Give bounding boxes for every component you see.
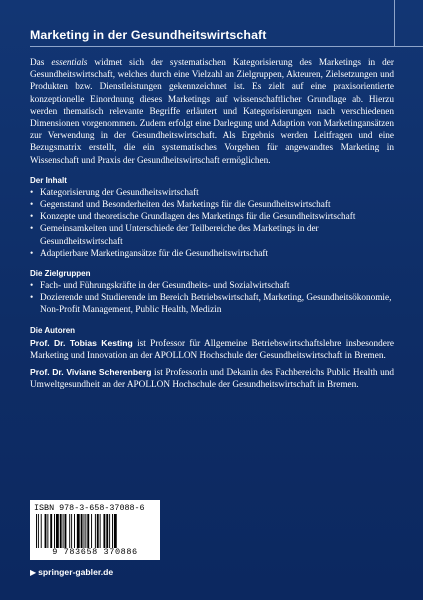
- zielgruppen-heading: Die Zielgruppen: [30, 269, 91, 279]
- bullet-icon: •: [30, 212, 34, 223]
- author-name: Prof. Dr. Tobias Kesting: [30, 337, 133, 348]
- barcode-bar: [112, 514, 113, 548]
- author-text: ist Professorin und Dekanin des Fachbereichs Public Health und Umweltgesundheit an der APOLLON Hochschule der Gesundheitswirtschaft in Bremen.: [30, 368, 394, 391]
- barcode-bar: [87, 514, 89, 548]
- list-item-text: Gegenstand und Besonderheiten des Marketings für die Gesundheitswirtschaft: [40, 200, 331, 211]
- barcode-bar: [65, 514, 67, 548]
- book-title: Marketing in der Gesundheitswirtschaft: [30, 28, 267, 42]
- barcode-bar: [54, 514, 55, 548]
- isbn-barcode: [30, 500, 160, 560]
- bullet-icon: •: [30, 200, 34, 211]
- inhalt-heading: Der Inhalt: [30, 175, 67, 185]
- author-text: ist Professor für Allgemeine Betriebswirtschaftslehre insbesondere Marketing und Innovation an der APOLLON Hochschule der Gesundheitswirtschaft in Bremen.: [30, 338, 394, 361]
- barcode-bar: [100, 514, 101, 548]
- isbn-label: ISBN 978-3-658-37088-6: [34, 503, 145, 513]
- blurb: [30, 57, 394, 395]
- list-item: [30, 248, 394, 260]
- barcode-bar: [81, 514, 83, 548]
- list-item-text: Adaptierbare Marketingansätze für die Gesundheitswirtschaft: [40, 248, 269, 259]
- barcode-bar: [36, 514, 37, 548]
- list-item-text: Fach- und Führungskräfte in der Gesundheits- und Sozialwirtschaft: [40, 281, 290, 292]
- bullet-icon: •: [30, 187, 34, 198]
- barcode-bar: [74, 514, 75, 548]
- bullet-icon: •: [30, 248, 34, 259]
- bullet-icon: •: [30, 224, 34, 235]
- barcode-bar: [85, 514, 86, 548]
- list-item-text: Gemeinsamkeiten und Unterschiede der Teilbereiche des Marketings in der Gesundheitswirtschaft: [40, 224, 319, 247]
- inhalt-list: [30, 187, 394, 260]
- publisher-link[interactable]: [30, 567, 113, 577]
- barcode-bar: [103, 514, 105, 548]
- barcode-bar: [45, 514, 47, 548]
- list-item: [30, 199, 394, 211]
- list-item: [30, 292, 394, 316]
- barcode-bar: [91, 514, 92, 548]
- zielgruppen-list: [30, 280, 394, 317]
- corner-rule: [394, 0, 395, 46]
- barcode-bar: [47, 514, 48, 548]
- barcode-bar: [41, 514, 42, 548]
- autoren-heading: Die Autoren: [30, 325, 76, 335]
- intro-paragraph: [30, 57, 394, 167]
- bullet-icon: •: [30, 281, 34, 292]
- barcode-bar: [50, 514, 52, 548]
- intro-after: widmet sich der systematischen Kategorisierung des Marketings in der Gesundheitswirtschaft, welches durch eine Vielzahl an Zielgruppen, Akteuren, Zielsetzungen und Produkten bzw. Dienstleistungen gekennzeichnet ist. Es zielt auf eine praxisorientierte konzeptionelle Einordnung dieses Marketings auf wissenschaftlicher Grundlage ab. Hierzu werden thematisch relevante Begriffe erläutert und Kategorisierungen nach verschiedenen Dimensionen vorgenommen. Zudem erfolgt eine Darlegung und Adaption von Marketingansätzen zur Verwendung in der Gesundheitswirtschaft. Als Ergebnis werden Leitfragen und eine Bezugsmatrix erstellt, die ein systematisches Vorgehen für angewandtes Marketing in Wissenschaft und Praxis der Gesundheitswirtschaft ermöglichen.: [30, 58, 394, 166]
- list-item-text: Dozierende und Studierende im Bereich Betriebswirtschaft, Marketing, Gesundheitsökonomie, Non-Profit Management, Public Health, Medizin: [40, 293, 392, 316]
- barcode-bar: [69, 514, 70, 548]
- list-item: [30, 187, 394, 199]
- intro-before: Das: [30, 58, 52, 68]
- list-item: [30, 211, 394, 223]
- barcode-bar: [95, 514, 96, 548]
- barcode-digits: 9 783658 370886: [52, 547, 138, 557]
- barcode-bar: [63, 514, 64, 548]
- barcode-bar: [60, 514, 62, 548]
- barcode-icon: [36, 514, 154, 548]
- list-item-text: Konzepte und theoretische Grundlagen des Marketings für die Gesundheitswirtschaft: [40, 212, 356, 223]
- barcode-bar: [56, 514, 59, 548]
- list-item: [30, 280, 394, 292]
- list-item: [30, 223, 394, 247]
- barcode-bar: [84, 514, 85, 548]
- barcode-bar: [109, 514, 110, 548]
- barcode-bar: [77, 514, 80, 548]
- barcode-bar: [106, 514, 108, 548]
- list-item-text: Kategorisierung der Gesundheitswirtschaft: [40, 187, 199, 198]
- barcode-bar: [97, 514, 99, 548]
- author-bio: [30, 337, 394, 362]
- intro-emphasis: essentials: [51, 58, 88, 68]
- publisher-url[interactable]: springer-gabler.de: [38, 567, 114, 577]
- author-name: Prof. Dr. Viviane Scherenberg: [30, 367, 152, 378]
- barcode-bar: [38, 514, 39, 548]
- author-bio: [30, 366, 394, 391]
- triangle-right-icon: ▶: [30, 568, 37, 577]
- barcode-bar: [71, 514, 72, 548]
- bullet-icon: •: [30, 293, 34, 304]
- title-rule: [30, 46, 423, 47]
- barcode-bar: [114, 514, 117, 548]
